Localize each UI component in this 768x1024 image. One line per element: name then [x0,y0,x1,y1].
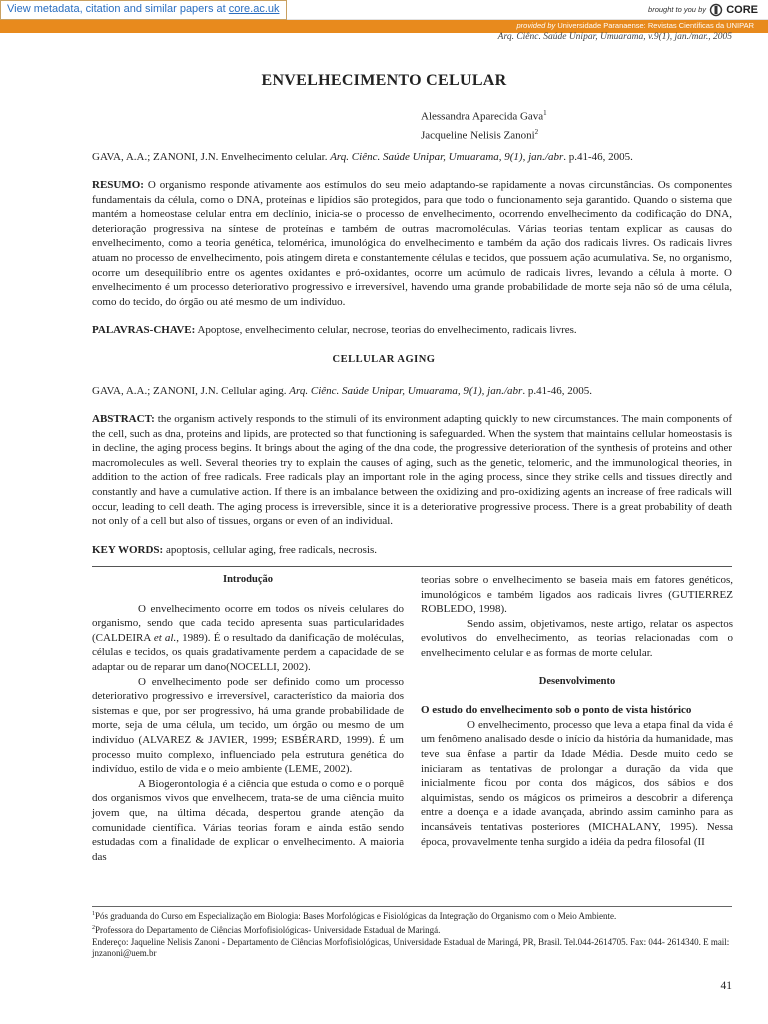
citation-english: GAVA, A.A.; ZANONI, J.N. Cellular aging. Arq. Ciênc. Saúde Unipar, Umuarama, 9(1), jan./abr. p.41-46, 2005. [92,385,592,397]
core-logo[interactable] [709,2,758,18]
author-1: Alessandra Aparecida Gava$^1$ [421,109,547,123]
core-ac-uk-link[interactable]: core.ac.uk [228,3,280,15]
core-logo-text: CORE [726,4,758,16]
metadata-text: View metadata, citation and similar papers at [7,3,229,15]
left-column [92,573,404,864]
abstract-text: the organism actively responds to the stimuli of its environment adapting quickly to new circumstances. The main components of the cell, such as dna, proteins and lipids, are protected so that functioning is safeguarded. When the system that maintains cellular homeostasis is in decline, the aging process begins. It brings about the aging of the dna code, the progressive deterioration of the synthesis of proteins and other macromolecules as well. Several theories try to explain the causes of aging, such as the genetic, telomeric, and the immunological theories, in addition to the action of free radicals. Free radicals play an important role in the aging process, since they strike cells and tissues directly and constantly and have a cumulative action. If there is an imbalance between the oxidizing and pro-oxidizing agents an increase of free radicals will occur, leading to cell death. The aging process is irreversible, since it is a deteriorative progressive process. There is a great probability of death not only of a cell but also of tissues, organs or even of an individual. [92,413,732,528]
palavras-text: Apoptose, envelhecimento celular, necrose, teorias do envelhecimento, radicais livres. [195,324,577,336]
spacer [421,661,733,675]
authors [421,106,547,143]
provided-by-source[interactable]: Universidade Paranaense: Revistas Científicas da UNIPAR [555,21,754,30]
right-paragraph-2: Sendo assim, objetivamos, neste artigo, relatar os aspectos evolutivos do envelhecimento, as teorias relacionadas com o envelhecimento celular e as formas de morte celular. [421,617,733,659]
abstract [92,412,732,529]
page-number: 41 [720,980,732,992]
key-words [92,543,732,558]
intro-paragraph-2: O envelhecimento pode ser definido como um processo deteriorativo progressivo e irreversível, característico da maioria dos sistemas e que, por ser progressivo, há uma grande probabilidade de morte, seja de uma célula, um tecido, um órgão ou mesmo de um indivíduo (ALVAREZ & JAVIER, 1999; ESBÉRARD, 1999). É um processo muito complexo, influenciado pela estrutura genética do indivíduo, estilo de vida e o meio ambiente (LEME, 2002). [92,675,404,776]
right-paragraph-1: teorias sobre o envelhecimento se baseia mais em fatores genéticos, imunológicos e também ligados aos radicais livres (GUTIERREZ ROBLEDO, 1998). [421,574,733,616]
footnotes [92,909,732,960]
section-divider [92,566,732,567]
provided-by-prefix: provided by [516,21,556,30]
resumo [92,178,732,309]
citation-portuguese: GAVA, A.A.; ZANONI, J.N. Envelhecimento celular. Arq. Ciênc. Saúde Unipar, Umuarama, 9(1), jan./abr. p.41-46, 2005. [92,151,633,163]
author-2: Jacqueline Nelisis Zanoni$^2$ [421,127,539,142]
intro-paragraph-3: A Biogerontologia é a ciência que estuda o como e o porquê dos organismos vivos que envelhecem, trata-se de uma ciência muito jovem que, na última década, despertou grande atenção da comunidade científica. Várias teorias foram e ainda estão sendo estudadas com a finalidade de explicar o envelhecimento. A maioria das [92,777,404,863]
intro-paragraph-1: O envelhecimento ocorre em todos os níveis celulares do organismo, sendo que cada tecido apresenta suas particularidades (CALDEIRA et al., 1989). É o resultado da danificação de moléculas, células e tecidos, os quais gradativamente perdem a capacidade de se adaptar ou de reparar um dano(NOCELLI, 2002). [92,602,404,673]
core-logo-icon [709,3,723,17]
english-title: CELLULAR AGING [332,354,436,365]
desenvolvimento-heading: Desenvolvimento [538,675,616,687]
brought-to-you-by: brought to you by [648,5,706,14]
palavras-chave [92,323,732,338]
historico-subheading: O estudo do envelhecimento sob o ponto de vista histórico [421,704,692,717]
footnote-divider [92,906,732,907]
abstract-label: ABSTRACT: [92,413,155,425]
banner-top-bar [0,0,768,20]
resumo-text: O organismo responde ativamente aos estímulos do seu meio adaptando-se rapidamente a novas circunstâncias. Os componentes fundamentais da célula, como o DNA, proteínas e lipídios são protegidos, para que todo o funcionamento seja garantido. Quando o sistema que mantém a homeostase celular entra em declínio, inicia-se o processo de envelhecimento, ocorrendo envelhecimento da codificação do DNA, deterioração progressiva na síntese de proteínas e também de outras macromoléculas. Várias teorias tentam explicar as causas do envelhecimento, como a teoria genética, telomérica, imunológica do envelhecimento e também da ação dos radicais livres. Os radicais livres atuam no processo de envelhecimento, pois atingem direta e constantemente células e tecidos, que possuem ação acumulativa. Se, no organismo, ocorre um desequilíbrio entre os agentes oxidantes e pró-oxidantes, ocorre um acúmulo de radicais livres, levando a célula à morte. O envelhecimento é um processo deteriorativo progressivo e irreversível, havendo uma grande probabilidade de morte seja não só de uma célula, como do tecido, do órgão ou até mesmo de um indivíduo. [92,179,732,308]
footnote-2: $^2$Professora do Departamento de Ciências Morfofisiológicas- Universidade Estadual de Maringá. [92,924,441,935]
view-metadata-link-box [0,0,287,20]
provided-by [517,21,754,30]
intro-heading: Introdução [223,574,273,585]
keywords-label: KEY WORDS: [92,544,164,556]
footnote-1: $^1$Pós graduanda do Curso em Especialização em Biologia: Bases Morfológicas e Fisiológicas da Integração do Organismo com o Meio Ambiente. [92,911,617,921]
right-paragraph-3: O envelhecimento, processo que leva a etapa final da vida é um fenômeno analisado desde o início da história da humanidade, mas teve sua ênfase a partir da Idade Média. Desde muito cedo se iniciaram as tentativas de prolongar a duração da vida que inicialmente ficou por conta dos mágicos, dos sábios e dos alquimistas, sendo os mágicos os primeiros a descobrir a diferença entre a doença e a idade avançada, abrindo assim caminho para as incansáveis tentativas posteriores (MICHALANY, 1995). Nessa época, provavelmente tenha surgido a idéia da pedra filosofal (II [421,718,733,848]
resumo-label: RESUMO: [92,179,144,191]
palavras-label: PALAVRAS-CHAVE: [92,324,196,336]
right-column [421,573,733,849]
keywords-text: apoptosis, cellular aging, free radicals, necrosis. [163,544,378,556]
journal-reference: Arq. Ciênc. Saúde Unipar, Umuarama, v.9(1), jan./mar., 2005 [497,32,732,42]
footnote-address: Endereço: Jaqueline Nelisis Zanoni - Departamento de Ciências Morfofisiológicas, Universidade Estadual de Maringá, PR, Brasil. Tel.044-2614705. Fax: 044- 2614340. E mail: jnzanoni@uem.br [92,936,730,959]
paper-title: ENVELHECIMENTO CELULAR [261,72,507,89]
